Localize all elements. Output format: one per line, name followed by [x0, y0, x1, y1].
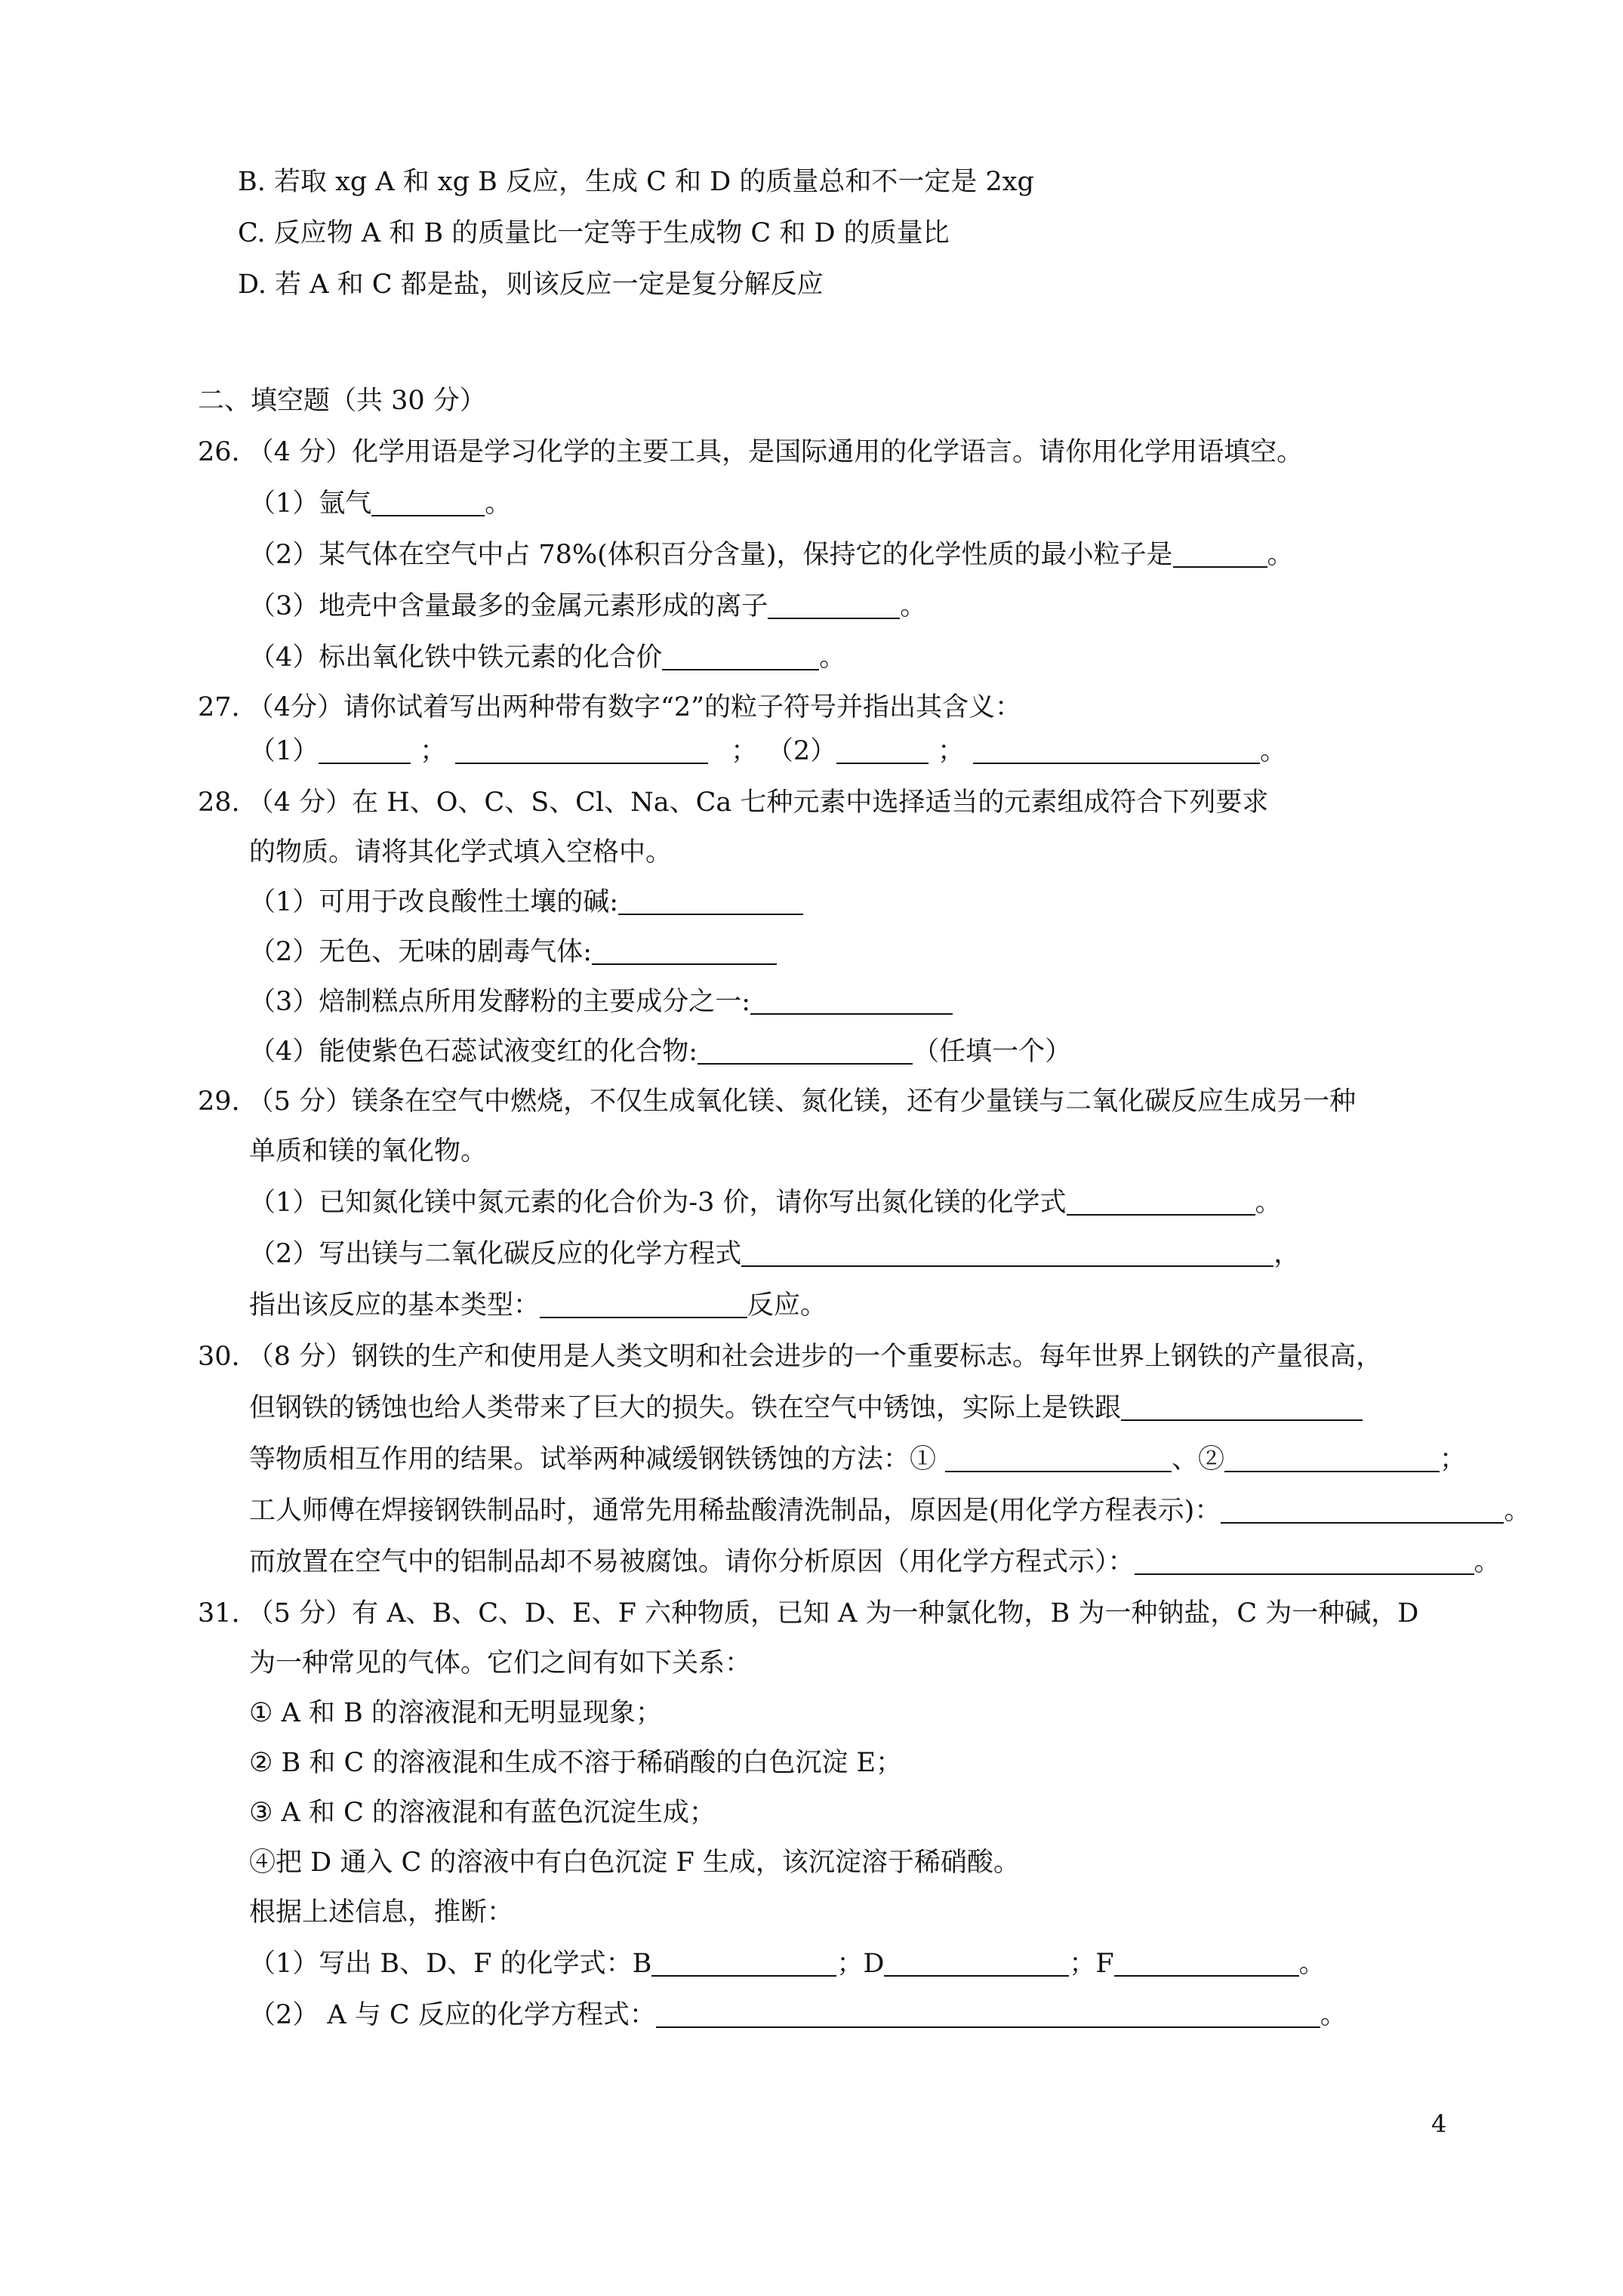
q28-part-1: （1）可用于改良酸性土壤的碱:: [249, 885, 803, 920]
answer-blank[interactable]: [540, 1291, 747, 1318]
answer-blank[interactable]: [1114, 1949, 1299, 1977]
q27-answers: （1） ； ； （2） ； 。: [249, 736, 1287, 766]
question-number: 27.: [198, 692, 240, 723]
answer-blank[interactable]: [945, 1445, 1172, 1472]
answer-blank[interactable]: [1221, 1496, 1504, 1524]
q25-option-c: C. 反应物 A 和 B 的质量比一定等于生成物 C 和 D 的质量比: [238, 218, 950, 248]
q26-part-4: （4）标出氧化铁中铁元素的化合价 。: [249, 643, 846, 673]
q29-stem: 29. （5 分）镁条在空气中燃烧，不仅生成氧化镁、氮化镁，还有少量镁与二氧化碳反应生成另一种: [198, 1086, 1357, 1117]
q31-condition-4: ④把 D 通入 C 的溶液中有白色沉淀 F 生成，该沉淀溶于稀硝酸。: [249, 1848, 1020, 1878]
question-number: 31.: [198, 1598, 240, 1629]
q28-part-3: （3）焙制糕点所用发酵粉的主要成分之一:: [249, 985, 953, 1019]
q26-part-2: （2）某气体在空气中占 78%(体积百分含量)，保持它的化学性质的最小粒子是 。: [249, 540, 1294, 570]
answer-blank[interactable]: [1224, 1445, 1440, 1472]
q30-line-2: 但钢铁的锈蚀也给人类带来了巨大的损失。铁在空气中锈蚀，实际上是铁跟: [249, 1391, 1363, 1425]
q31-condition-2: ② B 和 C 的溶液混和生成不溶于稀硝酸的白色沉淀 E；: [249, 1748, 903, 1778]
q28-stem: 28. （4 分）在 H、O、C、S、Cl、Na、Ca 七种元素中选择适当的元素组成符合下列要求: [198, 787, 1269, 818]
q29-part-2: （2）写出镁与二氧化碳反应的化学方程式 ，: [249, 1239, 1301, 1269]
answer-blank[interactable]: [750, 988, 953, 1015]
answer-blank[interactable]: [1135, 1548, 1474, 1575]
answer-blank[interactable]: [741, 1240, 1273, 1267]
answer-blank[interactable]: [768, 592, 900, 619]
q30-line-3: 等物质相互作用的结果。试举两种减缓钢铁锈蚀的方法：① 、② ；: [249, 1444, 1467, 1475]
answer-blank[interactable]: [698, 1037, 913, 1065]
answer-blank[interactable]: [656, 2001, 1320, 2028]
answer-blank[interactable]: [1121, 1394, 1363, 1421]
q25-option-b: B. 若取 xg A 和 xg B 反应，生成 C 和 D 的质量总和不一定是 2xg: [238, 167, 1034, 197]
section-title: 二、填空题（共 30 分）: [198, 386, 486, 416]
question-number: 28.: [198, 787, 240, 818]
q29-part-3: 指出该反应的基本类型： 反应。: [249, 1290, 827, 1321]
q28-stem-cont: 的物质。请将其化学式填入空格中。: [249, 837, 673, 868]
q31-part-2: （2） A 与 C 反应的化学方程式： 。: [249, 2000, 1347, 2030]
question-number: 30.: [198, 1342, 240, 1372]
q30-stem: 30. （8 分）钢铁的生产和使用是人类文明和社会进步的一个重要标志。每年世界上钢铁的产量很高，: [198, 1342, 1383, 1372]
q31-stem: 31. （5 分）有 A、B、C、D、E、F 六种物质，已知 A 为一种氯化物，B 为一种钠盐，C 为一种碱，D: [198, 1598, 1419, 1629]
answer-blank[interactable]: [662, 643, 819, 670]
answer-blank[interactable]: [618, 888, 803, 915]
answer-blank[interactable]: [319, 737, 411, 764]
answer-blank[interactable]: [884, 1949, 1069, 1977]
q30-line-4: 工人师傅在焊接钢铁制品时，通常先用稀盐酸清洗制品，原因是(用化学方程表示)： 。: [249, 1496, 1531, 1526]
q26-part-3: （3）地壳中含量最多的金属元素形成的离子 。: [249, 591, 927, 621]
q31-instruction: 根据上述信息，推断：: [249, 1897, 514, 1928]
answer-blank[interactable]: [651, 1949, 836, 1977]
q26-part-1: （1）氩气 。: [249, 488, 512, 519]
answer-blank[interactable]: [836, 737, 929, 764]
q27-stem: 27. （4分）请你试着写出两种带有数字“2”的粒子符号并指出其含义：: [198, 692, 1021, 723]
q29-stem-cont: 单质和镁的氧化物。: [249, 1136, 488, 1166]
page-number: 4: [1431, 2110, 1447, 2138]
q28-part-4: （4）能使紫色石蕊试液变红的化合物: （任填一个）: [249, 1037, 1072, 1067]
q31-stem-cont: 为一种常见的气体。它们之间有如下关系：: [249, 1648, 752, 1678]
answer-blank[interactable]: [455, 737, 708, 764]
q28-part-2: （2）无色、无味的剧毒气体:: [249, 935, 777, 969]
answer-blank[interactable]: [1067, 1188, 1255, 1216]
q29-part-1: （1）已知氮化镁中氮元素的化合价为-3 价，请你写出氮化镁的化学式 。: [249, 1188, 1282, 1218]
answer-blank[interactable]: [371, 489, 485, 516]
q31-condition-3: ③ A 和 C 的溶液混和有蓝色沉淀生成；: [249, 1798, 716, 1828]
answer-blank[interactable]: [1173, 541, 1267, 568]
question-number: 26.: [198, 437, 240, 467]
q30-line-5: 而放置在空气中的铝制品却不易被腐蚀。请你分析原因（用化学方程式示）： 。: [249, 1547, 1501, 1577]
question-number: 29.: [198, 1086, 240, 1117]
q26-stem: 26. （4 分）化学用语是学习化学的主要工具，是国际通用的化学语言。请你用化学用语填空。: [198, 437, 1304, 467]
q31-condition-1: ① A 和 B 的溶液混和无明显现象；: [249, 1698, 662, 1728]
answer-blank[interactable]: [973, 737, 1260, 764]
q31-part-1: （1）写出 B、D、F 的化学式：B ；D ；F 。: [249, 1949, 1326, 1979]
answer-blank[interactable]: [592, 938, 777, 965]
q25-option-d: D. 若 A 和 C 都是盐，则该反应一定是复分解反应: [238, 270, 824, 300]
